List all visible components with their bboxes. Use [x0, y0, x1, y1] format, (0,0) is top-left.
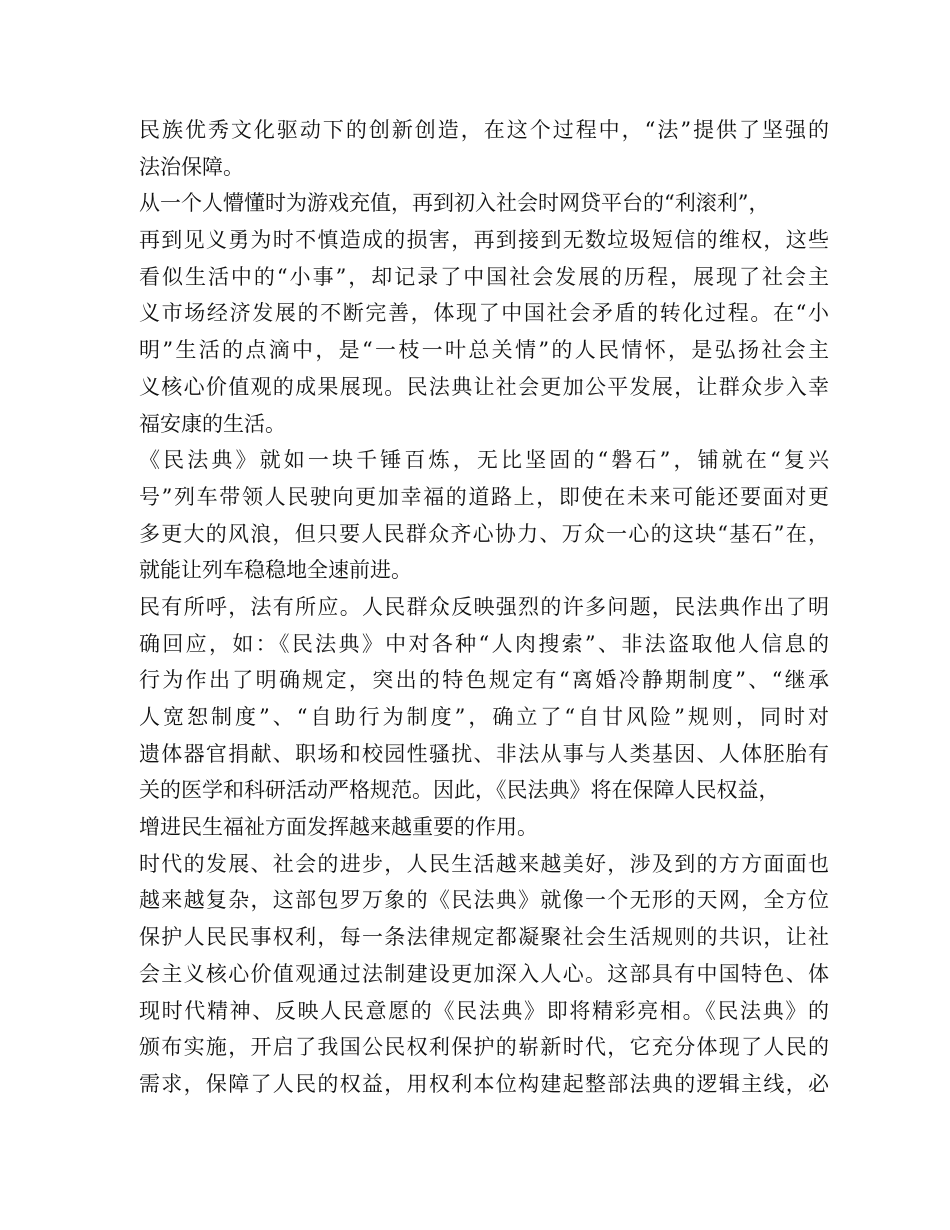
- text-line: 需求，保障了人民的权益，用权利本位构建起整部法典的逻辑主线，必: [139, 1071, 829, 1096]
- body-text: [139, 112, 829, 1103]
- text-line: 越来越复杂，这部包罗万象的《民法典》就像一个无形的天网，全方位: [139, 888, 829, 913]
- text-line: 遗体器官捐献、职场和校园性骚扰、非法从事与人类基因、人体胚胎有: [139, 741, 829, 766]
- text-line: 看似生活中的“小事”，却记录了中国社会发展的历程，展现了社会主: [139, 264, 829, 289]
- text-line: 号”列车带领人民驶向更加幸福的道路上，即使在未来可能还要面对更: [139, 484, 829, 509]
- text-line: 确回应，如：《民法典》中对各种“人肉搜索”、非法盗取他人信息的: [139, 631, 829, 656]
- text-line: 颁布实施，开启了我国公民权利保护的崭新时代，它充分体现了人民的: [139, 1035, 829, 1060]
- text-line: 时代的发展、社会的进步，人民生活越来越美好，涉及到的方方面面也: [139, 851, 829, 876]
- text-line: 会主义核心价值观通过法制建设更加深入人心。这部具有中国特色、体: [139, 961, 829, 986]
- text-line: 人宽恕制度”、“自助行为制度”，确立了“自甘风险”规则，同时对: [139, 705, 829, 729]
- text-line: 增进民生福祉方面发挥越来越重要的作用。: [139, 815, 538, 840]
- text-line: 就能让列车稳稳地全速前进。: [139, 558, 412, 583]
- text-line: 现时代精神、反映人民意愿的《民法典》即将精彩亮相。《民法典》的: [139, 998, 829, 1023]
- text-line: 关的医学和科研活动严格规范。因此，《民法典》将在保障人民权益，: [139, 778, 780, 803]
- text-line: 福安康的生活。: [139, 411, 286, 436]
- text-line: 从一个人懵懂时为游戏充值，再到初入社会时网贷平台的“利滚利”，: [139, 191, 770, 216]
- text-line: 法治保障。: [139, 154, 244, 179]
- text-line: 多更大的风浪，但只要人民群众齐心协力、万众一心的这块“基石”在，: [139, 521, 829, 546]
- text-line: 行为作出了明确规定，突出的特色规定有“离婚冷静期制度”、“继承: [139, 668, 829, 693]
- text-line: 义核心价值观的成果展现。民法典让社会更加公平发展，让群众步入幸: [139, 374, 829, 399]
- text-line: 义市场经济发展的不断完善，体现了中国社会矛盾的转化过程。在“小: [139, 301, 829, 326]
- text-line: 民有所呼，法有所应。人民群众反映强烈的许多问题，民法典作出了明: [139, 594, 829, 619]
- text-line: 明”生活的点滴中，是“一枝一叶总关情”的人民情怀，是弘扬社会主: [139, 338, 829, 363]
- text-line: 《民法典》就如一块千锤百炼，无比坚固的“磐石”，铺就在“复兴: [139, 448, 829, 473]
- text-line: 保护人民民事权利，每一条法律规定都凝聚社会生活规则的共识，让社: [139, 925, 829, 950]
- text-line: 再到见义勇为时不慎造成的损害，再到接到无数垃圾短信的维权，这些: [139, 228, 829, 253]
- text-line: 民族优秀文化驱动下的创新创造，在这个过程中，“法”提供了坚强的: [139, 118, 829, 142]
